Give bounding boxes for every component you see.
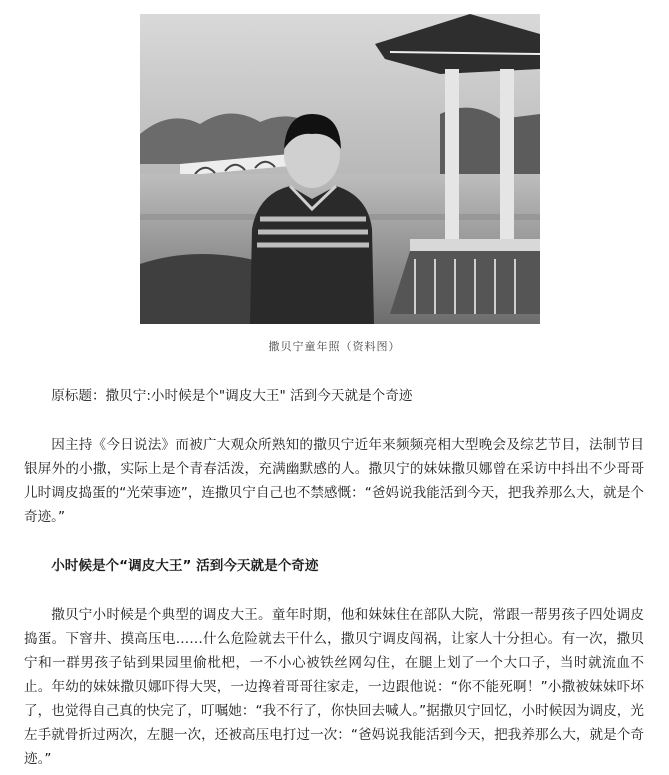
intro-paragraph: 因主持《今日说法》而被广大观众所熟知的撒贝宁近年来频频亮相大型晚会及综艺节目，法制节目银屏外的小撒，实际上是个青春活泼，充满幽默感的人。撒贝宁的妹妹撒贝娜曾在采访中抖出不少哥哥儿时调皮捣蛋的“光荣事迹”，连撒贝宁自己也不禁感慨：“爸妈说我能活到今天，把我养那么大，就是个奇迹。” xyxy=(24,437,644,525)
photo-illustration xyxy=(140,14,540,324)
childhood-photo xyxy=(140,14,540,324)
section-heading: 小时候是个“调皮大王” 活到今天就是个奇迹 xyxy=(51,558,319,574)
body-paragraph: 撒贝宁小时候是个典型的调皮大王。童年时期，他和妹妹住在部队大院，常跟一帮男孩子四处调皮捣蛋。下窨井、摸高压电……什么危险就去干什么，撒贝宁调皮闯祸，让家人十分担心。有一次，撒贝宁和一群男孩子钻到果园里偷枇杷，一不小心被铁丝网勾住，在腿上划了一个大口子，当时就流血不止。年幼的妹妹撒贝娜吓得大哭，一边搀着哥哥往家走，一边跟他说：“你不能死啊！”小撒被妹妹吓坏了，也觉得自己真的快完了，叮嘱她：“我不行了，你快回去喊人。”据撒贝宁回忆，小时候因为调皮，光左手就骨折过两次，左腿一次，还被高压电打过一次：“爸妈说我能活到今天，把我养那么大，就是个奇迹。” xyxy=(24,607,644,767)
original-title: 原标题：撒贝宁:小时候是个"调皮大王" 活到今天就是个奇迹 xyxy=(51,388,413,404)
photo-caption: 撒贝宁童年照（资料图） xyxy=(268,340,401,353)
